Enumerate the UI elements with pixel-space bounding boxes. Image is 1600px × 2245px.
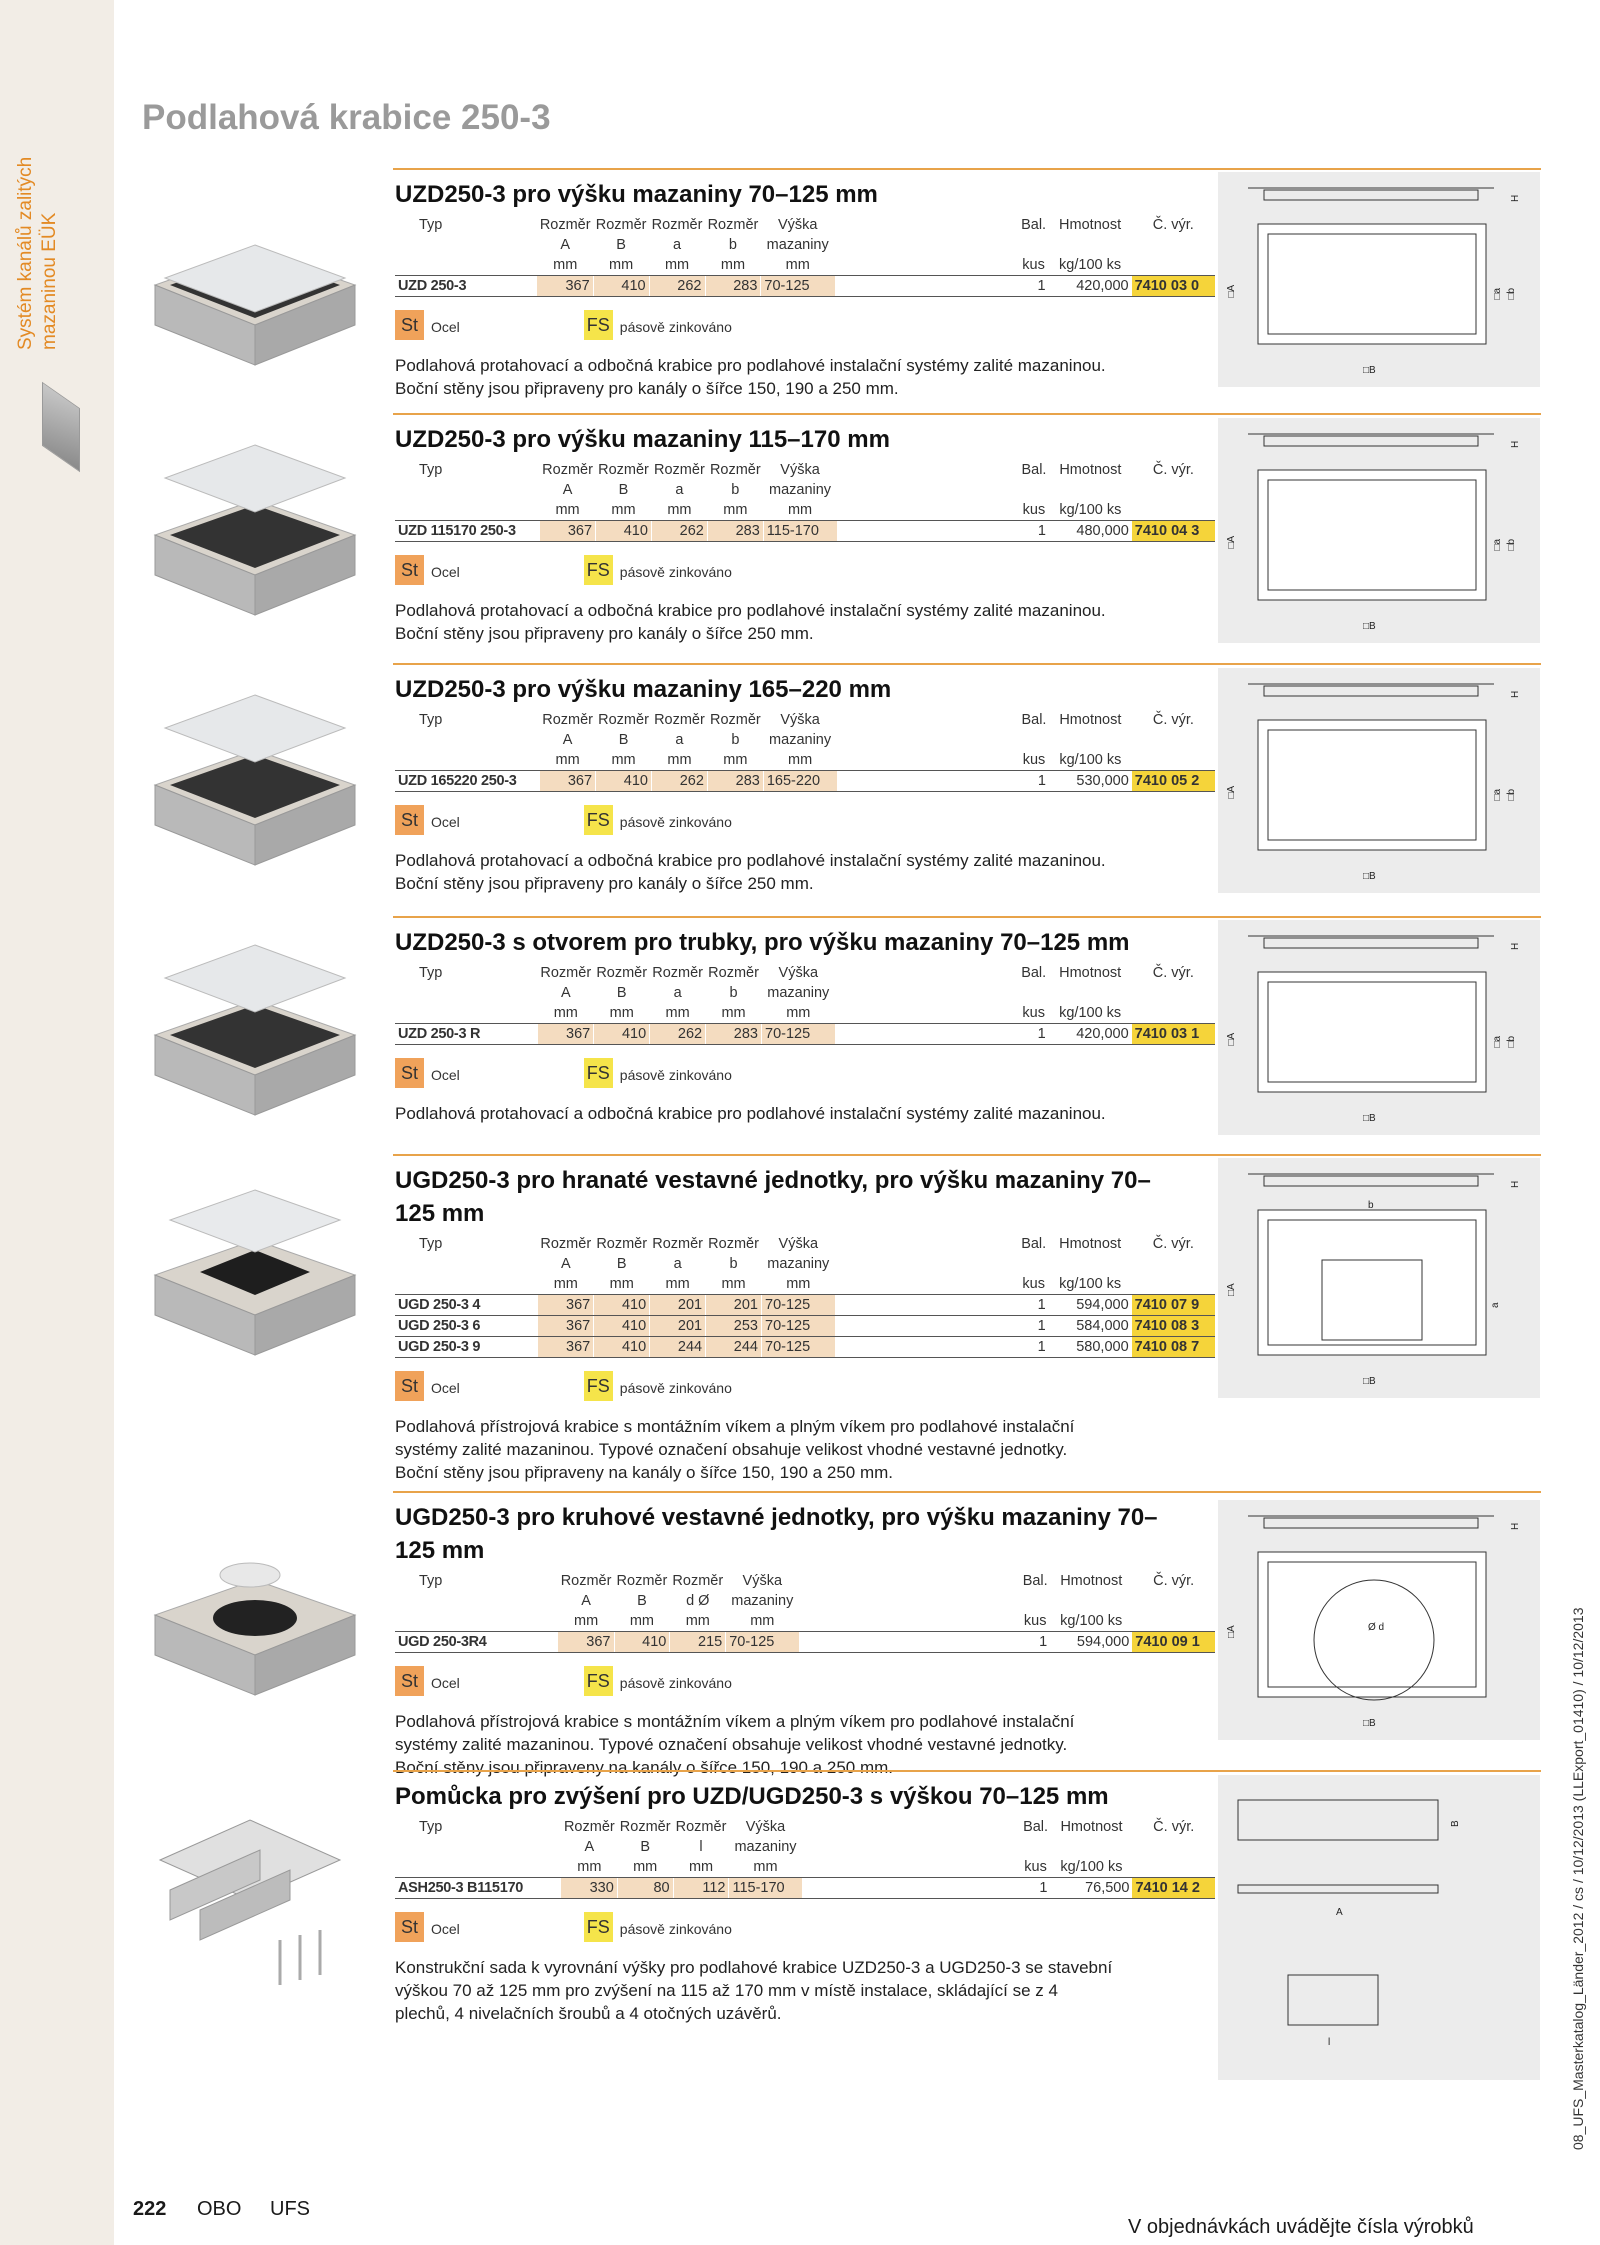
section-description: [395, 849, 1225, 895]
col-rozmer-2: Rozměr d Ø: [672, 1573, 724, 1609]
col-typ: Typ: [419, 965, 443, 981]
footer-brand: OBO: [197, 2198, 242, 2220]
type-cell: UZD 165220 250-3: [395, 771, 540, 792]
product-photo: [140, 1520, 370, 1700]
height-cell: 115-170: [763, 521, 837, 542]
finish-label: pásově zinkováno: [619, 319, 732, 336]
technical-drawing: [1218, 1158, 1540, 1398]
dimension-cell: 262: [649, 276, 705, 297]
col-cvyr: Č. výr.: [1153, 1573, 1195, 1589]
svg-text:□b: □b: [1506, 1035, 1517, 1048]
steel-badge: St: [395, 310, 424, 340]
article-number: 7410 08 3: [1132, 1316, 1215, 1337]
col-hmotnost: Hmotnost: [1059, 965, 1122, 981]
section-description: [395, 1102, 1225, 1125]
finish-badge: FS: [584, 1666, 613, 1696]
dimension-cell: 367: [538, 1316, 594, 1337]
technical-drawing: [1218, 920, 1540, 1135]
bal-cell: 1: [1019, 276, 1049, 297]
section-description: [395, 1956, 1225, 2025]
svg-text:□a: □a: [1492, 1035, 1503, 1048]
col-hmotnost: Hmotnost: [1060, 1573, 1123, 1589]
finish-badge: FS: [584, 805, 613, 835]
steel-badge: St: [395, 1912, 424, 1942]
col-cvyr: Č. výr.: [1152, 462, 1194, 478]
col-rozmer-1: Rozměr B: [596, 965, 648, 1001]
finish-badge: FS: [584, 1058, 613, 1088]
col-vyska: Výška mazaniny: [767, 965, 830, 1001]
svg-text:□B: □B: [1363, 621, 1376, 632]
finish-badge: FS: [584, 310, 613, 340]
svg-text:B: B: [1450, 1820, 1461, 1827]
col-hmotnost: Hmotnost: [1059, 712, 1122, 728]
steel-label: Ocel: [431, 1067, 460, 1084]
height-cell: 70-125: [726, 1632, 799, 1653]
finish-badge: FS: [584, 1371, 613, 1401]
dimension-cell: 283: [706, 1024, 762, 1045]
product-photo: [140, 440, 370, 620]
dimension-cell: 367: [540, 771, 596, 792]
section-description: [395, 1710, 1225, 1779]
section-description: [395, 354, 1225, 400]
description-line: systémy zalité mazaninou. Typové označení obsahuje velikost vhodné vestavné jednotky.: [395, 1440, 1068, 1459]
col-vyska: Výška mazaniny: [766, 217, 829, 253]
section-title: Pomůcka pro zvýšení pro UZD/UGD250-3 s výškou 70–125 mm: [395, 1783, 1109, 1810]
svg-text:□A: □A: [1226, 785, 1237, 799]
dimension-cell: 410: [594, 1316, 650, 1337]
mass-cell: 594,000: [1050, 1632, 1132, 1653]
svg-text:□a: □a: [1492, 538, 1503, 551]
mass-cell: 530,000: [1049, 771, 1132, 792]
label-H: H: [1510, 942, 1521, 950]
dimension-cell: 262: [651, 521, 707, 542]
article-number: 7410 03 1: [1132, 1024, 1215, 1045]
svg-text:□B: □B: [1363, 1113, 1376, 1124]
col-rozmer-1: Rozměr B: [616, 1573, 668, 1609]
dimension-cell: 367: [538, 1295, 594, 1316]
steel-badge: St: [395, 1058, 424, 1088]
finish-badge: FS: [584, 1912, 613, 1942]
dimension-cell: 410: [593, 276, 649, 297]
article-number: 7410 03 0: [1132, 276, 1215, 297]
col-rozmer-1: Rozměr B: [598, 712, 649, 748]
col-rozmer-0: Rozměr A: [560, 1573, 612, 1609]
product-photo: [140, 190, 370, 370]
svg-text:□b: □b: [1506, 538, 1517, 551]
product-photo: [140, 1800, 370, 1980]
col-hmotnost: Hmotnost: [1059, 217, 1122, 233]
col-bal: Bal.: [1021, 462, 1047, 478]
label-H: H: [1510, 194, 1521, 202]
col-hmotnost: Hmotnost: [1059, 462, 1122, 478]
height-cell: 165-220: [763, 771, 837, 792]
spec-table: Typ Rozměr A Rozměr B Rozměr l Výška mazaniny Bal. Hmotnost Č. výr. mm mm mm mm kus kg/100 ks ASH250-3 B115170 330 80 112 115-170 1 76,500 7410 14 2: [395, 1817, 1215, 1899]
article-number: 7410 07 9: [1132, 1295, 1215, 1316]
col-rozmer-0: Rozměr A: [542, 712, 593, 748]
bal-cell: 1: [1019, 1316, 1049, 1337]
svg-text:□A: □A: [1226, 1625, 1237, 1638]
description-line: Podlahová protahovací a odbočná krabice pro podlahové instalační systémy zalité mazaninou.: [395, 851, 1106, 870]
description-line: Podlahová protahovací a odbočná krabice pro podlahové instalační systémy zalité mazaninou.: [395, 356, 1106, 375]
article-number: 7410 14 2: [1132, 1878, 1215, 1899]
dimension-cell: 410: [614, 1632, 670, 1653]
col-rozmer-3: Rozměr b: [708, 1236, 759, 1272]
steel-label: Ocel: [431, 1921, 460, 1938]
description-line: Podlahová protahovací a odbočná krabice pro podlahové instalační systémy zalité mazaninou.: [395, 601, 1106, 620]
description-line: Boční stěny jsou připraveny na kanály o šířce 150, 190 a 250 mm.: [395, 1463, 893, 1482]
dimension-cell: 262: [651, 771, 707, 792]
col-rozmer-3: Rozměr b: [708, 965, 759, 1001]
section-title: UZD250-3 s otvorem pro trubky, pro výšku mazaniny 70–125 mm: [395, 929, 1130, 956]
type-cell: UZD 250-3: [395, 276, 537, 297]
section-title: UGD250-3 pro kruhové vestavné jednotky, pro výšku mazaniny 70–125 mm: [395, 1504, 1158, 1564]
spec-table: Typ Rozměr A Rozměr B Rozměr a Rozměr b Výška mazaniny Bal. Hmotnost Č. výr. mm mm mm mm mm kus kg/100 ks UZD 250-3 367 410 262 283 70-125 1 420,000 7410 03 0: [395, 215, 1215, 297]
dimension-cell: 80: [617, 1878, 673, 1899]
dimension-cell: 410: [594, 1337, 650, 1358]
spec-table: Typ Rozměr A Rozměr B Rozměr a Rozměr b Výška mazaniny Bal. Hmotnost Č. výr. mm mm mm mm mm kus kg/100 ks UZD 250-3 R 367 410 262 283 70-125 1 420,000 7410 03 1: [395, 963, 1215, 1045]
dimension-cell: 215: [670, 1632, 726, 1653]
table-row: [395, 1337, 1215, 1358]
footer-order-note: V objednávkách uvádějte čísla výrobků: [1128, 2216, 1474, 2238]
col-rozmer-1: Rozměr B: [595, 217, 647, 253]
steel-badge: St: [395, 555, 424, 585]
col-vyska: Výška mazaniny: [769, 462, 832, 498]
height-cell: 70-125: [762, 1337, 836, 1358]
description-line: Boční stěny jsou připraveny pro kanály o šířce 250 mm.: [395, 624, 814, 643]
material-legend: [395, 1912, 732, 1942]
mass-cell: 584,000: [1049, 1316, 1132, 1337]
col-rozmer-0: Rozměr A: [539, 217, 591, 253]
product-photo: [140, 690, 370, 870]
bal-cell: 1: [1020, 1632, 1050, 1653]
col-bal: Bal.: [1022, 1573, 1048, 1589]
article-number: 7410 05 2: [1132, 771, 1215, 792]
dimension-cell: 330: [561, 1878, 617, 1899]
section-description: [395, 599, 1225, 645]
section-title: UZD250-3 pro výšku mazaniny 165–220 mm: [395, 676, 892, 703]
svg-text:A: A: [1336, 1907, 1343, 1918]
steel-label: Ocel: [431, 1380, 460, 1397]
bal-cell: 1: [1019, 1295, 1049, 1316]
technical-drawing: [1218, 668, 1540, 893]
col-rozmer-3: Rozměr b: [709, 462, 761, 498]
col-rozmer-2: Rozměr a: [652, 965, 703, 1001]
product-photo: [140, 940, 370, 1120]
col-typ: Typ: [419, 1819, 443, 1835]
col-bal: Bal.: [1023, 1819, 1049, 1835]
type-cell: UGD 250-3R4: [395, 1632, 558, 1653]
section-title: UZD250-3 pro výšku mazaniny 115–170 mm: [395, 426, 890, 453]
col-rozmer-1: Rozměr B: [596, 1236, 648, 1272]
dimension-cell: 283: [707, 521, 763, 542]
spec-table: Typ Rozměr A Rozměr B Rozměr d Ø Výška mazaniny Bal. Hmotnost Č. výr. mm mm mm mm kus kg/100 ks UGD 250-3R4 367 410 215 70-125 1 594,000 7410 09 1: [395, 1571, 1215, 1653]
col-rozmer-0: Rozměr A: [563, 1819, 615, 1855]
col-rozmer-0: Rozměr A: [540, 965, 592, 1001]
description-line: Boční stěny jsou připraveny pro kanály o šířce 250 mm.: [395, 874, 814, 893]
col-rozmer-2: Rozměr a: [651, 217, 703, 253]
dimension-cell: 244: [650, 1337, 706, 1358]
col-typ: Typ: [419, 1573, 443, 1589]
dimension-cell: 367: [538, 1337, 594, 1358]
table-row: [395, 521, 1215, 542]
mass-cell: 420,000: [1049, 1024, 1132, 1045]
col-vyska: Výška mazaniny: [734, 1819, 797, 1855]
finish-label: pásově zinkováno: [619, 1380, 732, 1397]
col-bal: Bal.: [1021, 217, 1047, 233]
svg-text:□B: □B: [1363, 1718, 1376, 1729]
finish-label: pásově zinkováno: [619, 814, 732, 831]
table-row: [395, 771, 1215, 792]
col-vyska: Výška mazaniny: [767, 1236, 830, 1272]
dimension-cell: 410: [596, 521, 652, 542]
type-cell: UGD 250-3 4: [395, 1295, 538, 1316]
height-cell: 70-125: [762, 1295, 836, 1316]
material-legend: [395, 310, 732, 340]
steel-label: Ocel: [431, 564, 460, 581]
technical-drawing: [1218, 1500, 1540, 1740]
col-cvyr: Č. výr.: [1152, 965, 1194, 981]
steel-label: Ocel: [431, 814, 460, 831]
type-cell: UZD 250-3 R: [395, 1024, 538, 1045]
type-cell: UGD 250-3 6: [395, 1316, 538, 1337]
svg-text:b: b: [1368, 1200, 1374, 1211]
dimension-cell: 367: [538, 1024, 594, 1045]
description-line: výškou 70 až 125 mm pro zvýšení na 115 až 170 mm v místě instalace, skládající se z 4: [395, 1981, 1058, 2000]
description-line: Podlahová přístrojová krabice s montážním víkem a plným víkem pro podlahové instalační: [395, 1712, 1075, 1731]
description-line: Konstrukční sada k vyrovnání výšky pro podlahové krabice UZD250-3 a UGD250-3 se stavební: [395, 1958, 1113, 1977]
description-line: Boční stěny jsou připraveny pro kanály o šířce 150, 190 a 250 mm.: [395, 379, 899, 398]
finish-label: pásově zinkováno: [619, 1921, 732, 1938]
table-row: [395, 276, 1215, 297]
col-cvyr: Č. výr.: [1153, 1819, 1195, 1835]
catalog-reference: 08_UFS_Masterkatalog_Länder_2012 / cs / 10/12/2013 (LLExport_01410) / 10/12/2013: [1570, 1607, 1586, 2150]
col-typ: Typ: [419, 1236, 443, 1252]
col-cvyr: Č. výr.: [1152, 712, 1194, 728]
col-vyska: Výška mazaniny: [731, 1573, 794, 1609]
steel-badge: St: [395, 1371, 424, 1401]
mass-cell: 580,000: [1049, 1337, 1132, 1358]
material-legend: [395, 555, 732, 585]
description-line: Podlahová přístrojová krabice s montážním víkem a plným víkem pro podlahové instalační: [395, 1417, 1075, 1436]
technical-drawing: [1218, 418, 1540, 643]
height-cell: 115-170: [729, 1878, 802, 1899]
article-number: 7410 09 1: [1132, 1632, 1215, 1653]
col-bal: Bal.: [1021, 965, 1047, 981]
table-row: [395, 1316, 1215, 1337]
section-title: UGD250-3 pro hranaté vestavné jednotky, pro výšku mazaniny 70–125 mm: [395, 1167, 1151, 1227]
dimension-cell: 367: [558, 1632, 614, 1653]
table-row: [395, 1024, 1215, 1045]
steel-badge: St: [395, 805, 424, 835]
page-title: Podlahová krabice 250-3: [142, 98, 551, 137]
sidebar-line-1: Systém kanálů zalitých: [15, 156, 36, 350]
description-line: systémy zalité mazaninou. Typové označení obsahuje velikost vhodné vestavné jednotky.: [395, 1735, 1068, 1754]
type-cell: UGD 250-3 9: [395, 1337, 538, 1358]
dimension-cell: 283: [707, 771, 763, 792]
type-cell: ASH250-3 B115170: [395, 1878, 561, 1899]
col-hmotnost: Hmotnost: [1059, 1236, 1122, 1252]
height-cell: 70-125: [761, 276, 835, 297]
col-rozmer-2: Rozměr l: [675, 1819, 727, 1855]
bal-cell: 1: [1019, 771, 1049, 792]
svg-text:□b: □b: [1506, 287, 1517, 300]
svg-text:□b: □b: [1506, 788, 1517, 801]
col-rozmer-3: Rozměr b: [707, 217, 759, 253]
dimension-cell: 410: [594, 1024, 650, 1045]
svg-text:a: a: [1490, 1302, 1501, 1308]
description-line: Boční stěny jsou připraveny na kanály o šířce 150, 190 a 250 mm.: [395, 1758, 893, 1777]
col-typ: Typ: [419, 712, 443, 728]
dimension-cell: 410: [596, 771, 652, 792]
sidebar-line-2: mazaninou EÜK: [39, 212, 60, 350]
col-rozmer-2: Rozměr a: [652, 1236, 703, 1272]
dimension-cell: 112: [673, 1878, 729, 1899]
technical-drawing: [1218, 1775, 1540, 2080]
description-line: plechů, 4 nivelačních šroubů a 4 otočných uzávěrů.: [395, 2004, 782, 2023]
col-vyska: Výška mazaniny: [769, 712, 832, 748]
col-bal: Bal.: [1021, 1236, 1047, 1252]
dimension-cell: 410: [594, 1295, 650, 1316]
article-number: 7410 08 7: [1132, 1337, 1215, 1358]
svg-text:□B: □B: [1363, 1376, 1376, 1387]
svg-text:□A: □A: [1226, 1032, 1237, 1046]
article-number: 7410 04 3: [1132, 521, 1215, 542]
table-row: [395, 1295, 1215, 1316]
svg-text:□B: □B: [1363, 871, 1376, 882]
steel-label: Ocel: [431, 319, 460, 336]
label-H: H: [1510, 1522, 1521, 1530]
svg-text:l: l: [1328, 2037, 1331, 2048]
height-cell: 70-125: [762, 1024, 836, 1045]
technical-drawing: [1218, 172, 1540, 387]
dimension-cell: 244: [706, 1337, 762, 1358]
label-H: H: [1510, 1180, 1521, 1188]
col-rozmer-1: Rozměr B: [619, 1819, 671, 1855]
dimension-cell: 201: [650, 1295, 706, 1316]
col-rozmer-0: Rozměr A: [542, 462, 593, 498]
svg-text:Ø d: Ø d: [1368, 1622, 1385, 1633]
col-rozmer-1: Rozměr B: [598, 462, 649, 498]
mass-cell: 420,000: [1049, 276, 1132, 297]
label-H: H: [1510, 440, 1521, 448]
mass-cell: 76,500: [1051, 1878, 1133, 1899]
col-typ: Typ: [419, 217, 443, 233]
material-legend: [395, 1666, 732, 1696]
sidebar: [0, 0, 114, 2245]
dimension-cell: 262: [650, 1024, 706, 1045]
spec-table: Typ Rozměr A Rozměr B Rozměr a Rozměr b Výška mazaniny Bal. Hmotnost Č. výr. mm mm mm mm mm kus kg/100 ks UZD 115170 250-3 367 410 262 283 115-170 1 480,000 7410 04 3: [395, 460, 1215, 542]
dimension-cell: 367: [540, 521, 596, 542]
table-row: [395, 1632, 1215, 1653]
col-rozmer-0: Rozměr A: [540, 1236, 592, 1272]
table-row: [395, 1878, 1215, 1899]
bal-cell: 1: [1019, 521, 1049, 542]
mass-cell: 594,000: [1049, 1295, 1132, 1316]
svg-text:□A: □A: [1226, 535, 1237, 549]
dimension-cell: 283: [705, 276, 761, 297]
col-typ: Typ: [419, 462, 443, 478]
dimension-cell: 367: [537, 276, 593, 297]
col-rozmer-3: Rozměr b: [709, 712, 761, 748]
col-hmotnost: Hmotnost: [1060, 1819, 1123, 1835]
footer-product: UFS: [270, 2198, 310, 2220]
col-cvyr: Č. výr.: [1152, 217, 1194, 233]
svg-text:□a: □a: [1492, 788, 1503, 801]
finish-label: pásově zinkováno: [619, 564, 732, 581]
dimension-cell: 253: [706, 1316, 762, 1337]
col-bal: Bal.: [1021, 712, 1047, 728]
label-H: H: [1510, 690, 1521, 698]
section-title: UZD250-3 pro výšku mazaniny 70–125 mm: [395, 181, 878, 208]
section-description: [395, 1415, 1225, 1484]
spec-table: Typ Rozměr A Rozměr B Rozměr a Rozměr b Výška mazaniny Bal. Hmotnost Č. výr. mm mm mm mm mm kus kg/100 ks UZD 165220 250-3 367 410 262 283 165-220 1 530,000 7410 05 2: [395, 710, 1215, 792]
material-legend: [395, 805, 732, 835]
finish-badge: FS: [584, 555, 613, 585]
bal-cell: 1: [1021, 1878, 1051, 1899]
svg-text:□A: □A: [1226, 1283, 1237, 1296]
type-cell: UZD 115170 250-3: [395, 521, 540, 542]
material-legend: [395, 1058, 732, 1088]
spec-table: Typ Rozměr A Rozměr B Rozměr a Rozměr b Výška mazaniny Bal. Hmotnost Č. výr. mm mm mm mm mm kus kg/100 ks UGD 250-3 4 367 410 201 201 70-125 1 594,000 7410 07 9 UGD 250-3 6 367 410 201 253 70-125 1 584,000 7410 08 3 UGD 250-3 9 367 410 244 244 70-125 1 580,000 7410 08 7: [395, 1234, 1215, 1358]
product-photo: [140, 1180, 370, 1360]
steel-badge: St: [395, 1666, 424, 1696]
material-legend: [395, 1371, 732, 1401]
mass-cell: 480,000: [1049, 521, 1132, 542]
bal-cell: 1: [1019, 1024, 1049, 1045]
page-number: 222: [133, 2198, 167, 2220]
dimension-cell: 201: [650, 1316, 706, 1337]
svg-text:□a: □a: [1492, 287, 1503, 300]
svg-text:□A: □A: [1226, 284, 1237, 298]
finish-label: pásově zinkováno: [619, 1675, 732, 1692]
finish-label: pásově zinkováno: [619, 1067, 732, 1084]
col-cvyr: Č. výr.: [1152, 1236, 1194, 1252]
description-line: Podlahová protahovací a odbočná krabice pro podlahové instalační systémy zalité mazaninou.: [395, 1104, 1106, 1123]
dimension-cell: 201: [706, 1295, 762, 1316]
svg-text:□B: □B: [1363, 365, 1376, 376]
sidebar-label: [14, 156, 60, 580]
col-rozmer-2: Rozměr a: [654, 462, 705, 498]
bal-cell: 1: [1019, 1337, 1049, 1358]
steel-label: Ocel: [431, 1675, 460, 1692]
height-cell: 70-125: [762, 1316, 836, 1337]
col-rozmer-2: Rozměr a: [654, 712, 705, 748]
